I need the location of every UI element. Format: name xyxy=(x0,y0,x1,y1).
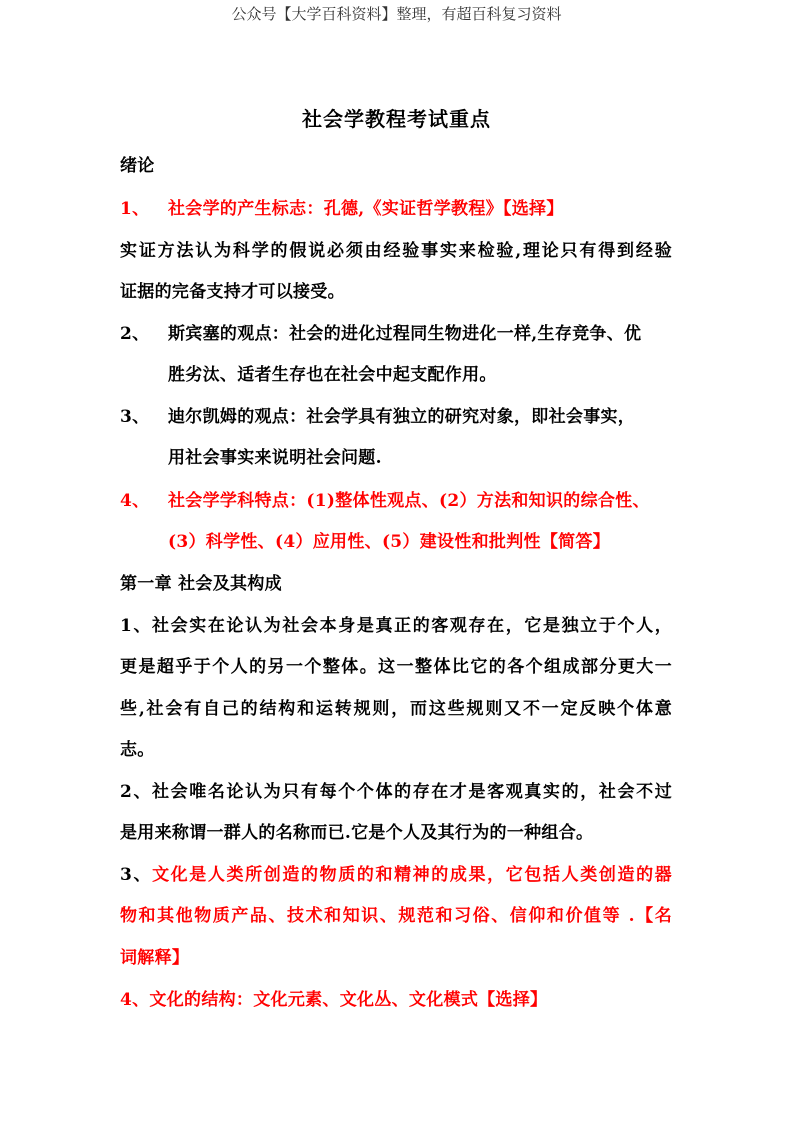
page-header: 公众号【大学百科资料】整理，有超百科复习资料 xyxy=(231,5,562,23)
chapter-1-para-1-line-4: 志。 xyxy=(120,740,155,760)
chapter-1-para-3-line-3: 词解释】 xyxy=(120,948,190,968)
item-text: 社会学的产生标志：孔德,《实证哲学教程》【选择】 xyxy=(168,199,564,219)
chapter-1-para-2-line-1: 2、社会唯名论认为只有每个个体的存在才是客观真实的，社会不过 xyxy=(120,782,672,802)
item-number: 1、 xyxy=(120,199,150,219)
item-number: 3、 xyxy=(120,865,153,885)
chapter-1-para-3-line-2: 物和其他物质产品、技术和知识、规范和习俗、信仰和价值等 .【名 xyxy=(120,906,672,926)
item-number: 2、 xyxy=(120,324,150,344)
chapter-1-para-1-line-1: 1、社会实在论认为社会本身是真正的客观存在，它是独立于个人， xyxy=(120,616,672,636)
chapter-1-para-2-line-2: 是用来称谓一群人的名称而已.它是个人及其行为的一种组合。 xyxy=(120,823,594,843)
intro-item-1 xyxy=(120,194,564,219)
intro-para-line-2: 证据的完备支持才可以接受。 xyxy=(120,282,345,302)
chapter-1-heading: 第一章 社会及其构成 xyxy=(120,574,282,594)
intro-item-3 xyxy=(120,402,635,427)
chapter-1-para-4: 4、文化的结构：文化元素、文化丛、文化模式【选择】 xyxy=(120,990,548,1010)
document-title: 社会学教程考试重点 xyxy=(302,107,491,131)
item-number: 4、 xyxy=(120,491,150,511)
chapter-1-para-3-line-1 xyxy=(120,860,672,885)
item-text: 迪尔凯姆的观点：社会学具有独立的研究对象，即社会事实， xyxy=(168,407,636,427)
intro-para-line-1: 实证方法认为科学的假说必须由经验事实来检验,理论只有得到经验 xyxy=(120,241,672,261)
intro-item-3-continuation: 用社会事实来说明社会问题. xyxy=(168,448,382,468)
intro-item-4 xyxy=(120,486,650,511)
intro-item-2 xyxy=(120,319,641,344)
chapter-1-para-1-line-3: 些,社会有自己的结构和运转规则，而这些规则又不一定反映个体意 xyxy=(120,699,672,719)
intro-heading: 绪论 xyxy=(120,156,155,176)
item-text: 文化是人类所创造的物质的和精神的成果，它包括人类创造的器 xyxy=(152,865,672,885)
chapter-1-para-1-line-2: 更是超乎于个人的另一个整体。这一整体比它的各个组成部分更大一 xyxy=(120,657,672,677)
intro-item-4-continuation: (3）科学性、(4）应用性、(5）建设性和批判性【简答】 xyxy=(168,532,611,552)
item-number: 3、 xyxy=(120,407,150,427)
item-text: 斯宾塞的观点：社会的进化过程同生物进化一样,生存竞争、优 xyxy=(168,324,642,344)
item-text: 社会学学科特点：(1)整体性观点、(2）方法和知识的综合性、 xyxy=(168,491,650,511)
intro-item-2-continuation: 胜劣汰、适者生存也在社会中起支配作用。 xyxy=(168,365,497,385)
